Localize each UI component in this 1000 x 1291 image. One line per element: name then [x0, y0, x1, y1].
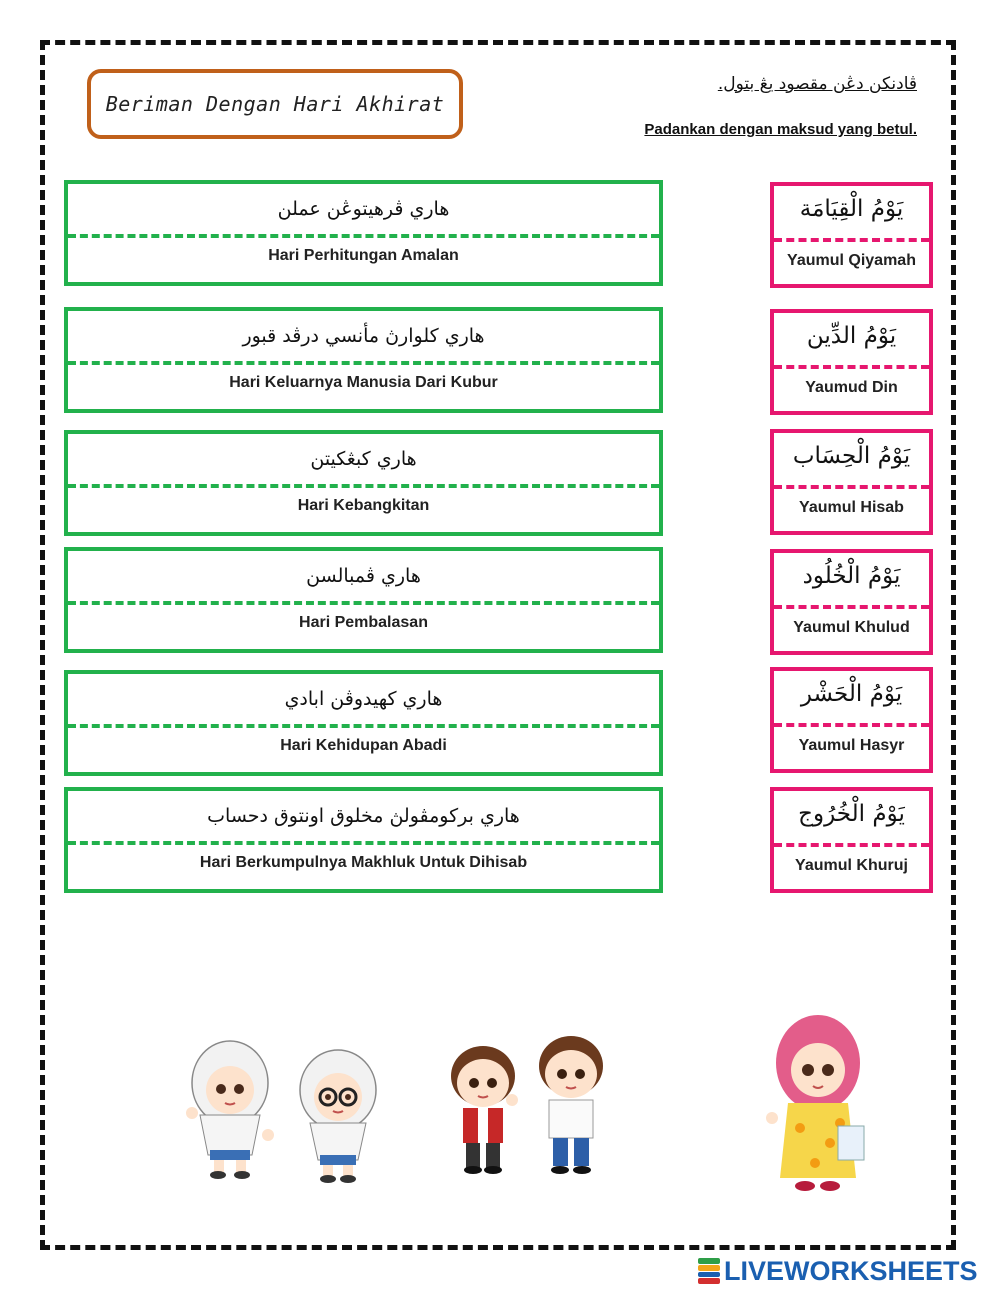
term-card[interactable]: [770, 549, 933, 655]
divider: [774, 723, 929, 727]
meaning-jawi: هاري كهيدوڤن ابادي: [284, 688, 443, 710]
term-arabic: يَوْمُ الْخُرُوج: [798, 801, 905, 827]
divider: [68, 484, 659, 488]
title-box: [87, 69, 463, 139]
term-arabic: يَوْمُ الْخُلُود: [802, 563, 901, 589]
term-arabic: يَوْمُ الْقِيَامَة: [799, 196, 904, 222]
meaning-rumi: Hari Berkumpulnya Makhluk Untuk Dihisab: [199, 854, 528, 871]
term-arabic: يَوْمُ الدِّين: [806, 323, 897, 349]
term-arabic: يَوْمُ الْحَشْر: [800, 681, 903, 707]
divider: [68, 724, 659, 728]
meaning-card[interactable]: [64, 180, 663, 286]
meaning-jawi: هاري بركومڤولڽ مخلوق اونتوق دحساب: [207, 805, 520, 827]
term-latin: Yaumud Din: [805, 379, 898, 396]
meaning-card[interactable]: [64, 430, 663, 536]
term-latin: Yaumul Hasyr: [798, 737, 905, 754]
meaning-card[interactable]: [64, 670, 663, 776]
boy-white-shirt-illustration: [525, 1030, 617, 1178]
meaning-jawi: هاري ڤمبالسن: [306, 565, 421, 587]
term-latin: Yaumul Khuruj: [795, 857, 908, 874]
term-card[interactable]: [770, 429, 933, 535]
term-latin: Yaumul Hisab: [799, 499, 904, 516]
liveworksheets-logo-icon: [698, 1258, 720, 1284]
divider: [68, 361, 659, 365]
meaning-card[interactable]: [64, 787, 663, 893]
meaning-jawi: هاري كلوارڽ مأنسي درڤد قبور: [242, 325, 485, 347]
term-latin: Yaumul Khulud: [793, 619, 910, 636]
meaning-card[interactable]: [64, 547, 663, 653]
divider: [774, 605, 929, 609]
term-arabic: يَوْمُ الْحِسَاب: [792, 443, 911, 469]
meaning-jawi: هاري كبڠكيتن: [310, 448, 417, 470]
girl-pink-hijab-illustration: [760, 1008, 870, 1196]
divider: [774, 485, 929, 489]
divider: [774, 238, 929, 242]
meaning-rumi: Hari Perhitungan Amalan: [268, 247, 459, 264]
boy-red-vest-illustration: [438, 1038, 528, 1178]
meaning-card[interactable]: [64, 307, 663, 413]
divider: [68, 601, 659, 605]
instruction-jawi: ڤادنكن دڠن مقصود يڠ بتول.: [717, 74, 917, 94]
divider: [68, 234, 659, 238]
term-latin: Yaumul Qiyamah: [787, 252, 916, 269]
watermark-text: LIVEWORKSHEETS: [724, 1255, 978, 1286]
meaning-rumi: Hari Kebangkitan: [297, 497, 430, 514]
meaning-jawi: هاري ڤرهيتوڠن عملن: [277, 198, 450, 220]
divider: [774, 843, 929, 847]
worksheet-title: Beriman Dengan Hari Akhirat: [105, 92, 445, 116]
liveworksheets-logo: [698, 1256, 978, 1286]
divider: [68, 841, 659, 845]
girl-hijab-illustration: [180, 1035, 280, 1180]
term-card[interactable]: [770, 182, 933, 288]
term-card[interactable]: [770, 309, 933, 415]
term-card[interactable]: [770, 667, 933, 773]
term-card[interactable]: [770, 787, 933, 893]
divider: [774, 365, 929, 369]
meaning-rumi: Hari Keluarnya Manusia Dari Kubur: [229, 374, 498, 391]
girl-glasses-illustration: [288, 1045, 386, 1185]
meaning-rumi: Hari Pembalasan: [299, 614, 428, 631]
meaning-rumi: Hari Kehidupan Abadi: [280, 737, 447, 754]
instruction-rumi: Padankan dengan maksud yang betul.: [644, 121, 917, 138]
